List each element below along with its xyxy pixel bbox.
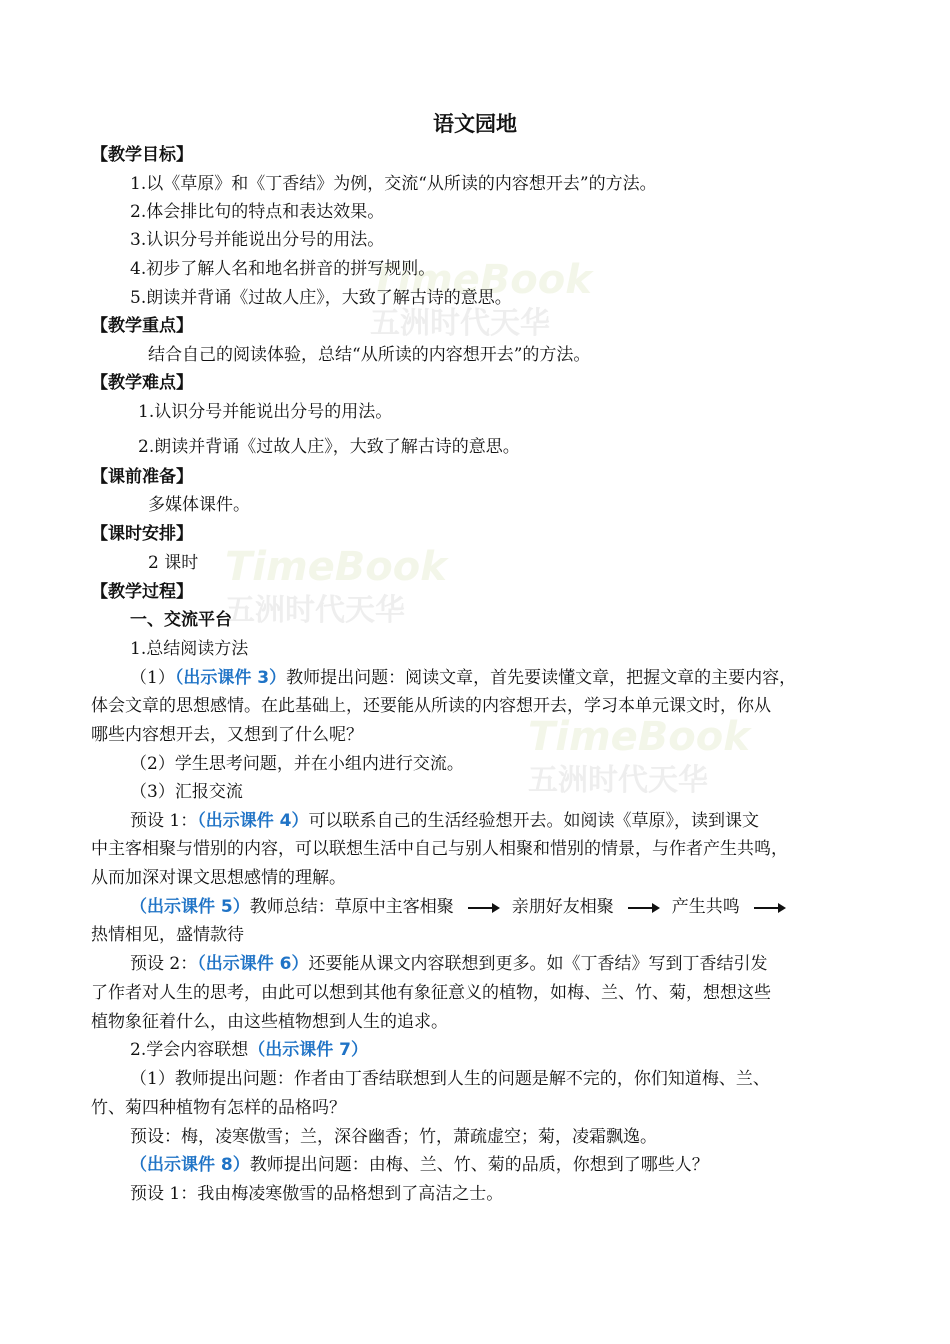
sub-heading: 2.学会内容联想（出示课件 7） <box>130 1040 368 1060</box>
arrow-right-icon <box>468 907 498 909</box>
paragraph-line: （2）学生思考问题，并在小组内进行交流。 <box>130 754 464 774</box>
heading-difficulty: 【教学难点】 <box>91 373 193 393</box>
paragraph-line: 竹、菊四种植物有怎样的品格吗？ <box>91 1098 346 1118</box>
heading-prep: 【课前准备】 <box>91 467 193 487</box>
courseware-ref: （出示课件 7） <box>248 1040 368 1060</box>
key-text: 结合自己的阅读体验，总结“从所读的内容想开去”的方法。 <box>148 345 591 365</box>
paragraph-line: （3）汇报交流 <box>130 782 243 802</box>
heading-key: 【教学重点】 <box>91 316 193 336</box>
paragraph-line: 热情相见，盛情款待 <box>91 925 244 945</box>
arrow-right-icon <box>628 907 658 909</box>
courseware-ref: （出示课件 3） <box>174 668 287 688</box>
heading-process: 【教学过程】 <box>91 582 193 602</box>
paragraph-line: （1）教师提出问题：作者由丁香结联想到人生的问题是解不完的，你们知道梅、兰、 <box>130 1069 770 1089</box>
paragraph-line: 预设 1：我由梅凌寒傲雪的品格想到了高洁之士。 <box>130 1184 504 1204</box>
courseware-ref: （出示课件 5） <box>130 897 250 917</box>
paragraph-line: （出示课件 8）教师提出问题：由梅、兰、竹、菊的品质，你想到了哪些人？ <box>130 1155 709 1175</box>
goal-item: 2.体会排比句的特点和表达效果。 <box>130 202 385 222</box>
goal-item: 3.认识分号并能说出分号的用法。 <box>130 230 385 250</box>
watermark: TimeBook 五洲时代天华 <box>225 544 447 628</box>
courseware-ref: （出示课件 4） <box>197 811 309 831</box>
difficulty-item: 2.朗读并背诵《过故人庄》，大致了解古诗的意思。 <box>138 437 520 457</box>
time-text: 2 课时 <box>148 553 199 573</box>
paragraph-line: （出示课件 5）教师总结：草原中主客相聚 亲朋好友相聚 产生共鸣 <box>130 895 798 919</box>
heading-time: 【课时安排】 <box>91 524 193 544</box>
goal-item: 5.朗读并背诵《过故人庄》，大致了解古诗的意思。 <box>130 288 512 308</box>
paragraph-line: 预设 2：（出示课件 6）还要能从课文内容联想到更多。如《丁香结》写到丁香结引发 <box>130 954 768 974</box>
watermark: TimeBook 五洲时代天华 <box>370 257 592 341</box>
paragraph-line: 哪些内容想开去，又想到了什么呢？ <box>91 725 363 745</box>
courseware-ref: （出示课件 6） <box>197 954 309 974</box>
paragraph-line: 体会文章的思想感情。在此基础上，还要能从所读的内容想开去，学习本单元课文时，你从 <box>91 696 771 716</box>
section-heading: 一、交流平台 <box>130 610 232 630</box>
prep-text: 多媒体课件。 <box>148 495 250 515</box>
goal-item: 4.初步了解人名和地名拼音的拼写规则。 <box>130 259 436 279</box>
sub-heading: 1.总结阅读方法 <box>130 639 249 659</box>
goal-item: 1.以《草原》和《丁香结》为例，交流“从所读的内容想开去”的方法。 <box>130 174 657 194</box>
courseware-ref: （出示课件 8） <box>130 1155 250 1175</box>
heading-goals: 【教学目标】 <box>91 145 193 165</box>
paragraph-line: 预设 1：（出示课件 4）可以联系自己的生活经验想开去。如阅读《草原》，读到课文 <box>130 811 759 831</box>
paragraph-line: 中主客相聚与惜别的内容，可以联想生活中自己与别人相聚和惜别的情景，与作者产生共鸣， <box>91 839 788 859</box>
watermark: TimeBook 五洲时代天华 <box>528 714 750 798</box>
arrow-right-icon <box>754 907 784 909</box>
paragraph-line: 植物象征着什么，由这些植物想到人生的追求。 <box>91 1012 448 1032</box>
difficulty-item: 1.认识分号并能说出分号的用法。 <box>138 402 393 422</box>
paragraph-line: （1）（出示课件 3）教师提出问题：阅读文章，首先要读懂文章，把握文章的主要内容， <box>130 668 797 688</box>
paragraph-line: 预设：梅，凌寒傲雪；兰，深谷幽香；竹，萧疏虚空；菊，凌霜飘逸。 <box>130 1127 657 1147</box>
paragraph-line: 从而加深对课文思想感情的理解。 <box>91 868 346 888</box>
page-title: 语文园地 <box>433 112 517 136</box>
paragraph-line: 了作者对人生的思考，由此可以想到其他有象征意义的植物，如梅、兰、竹、菊，想想这些 <box>91 983 771 1003</box>
